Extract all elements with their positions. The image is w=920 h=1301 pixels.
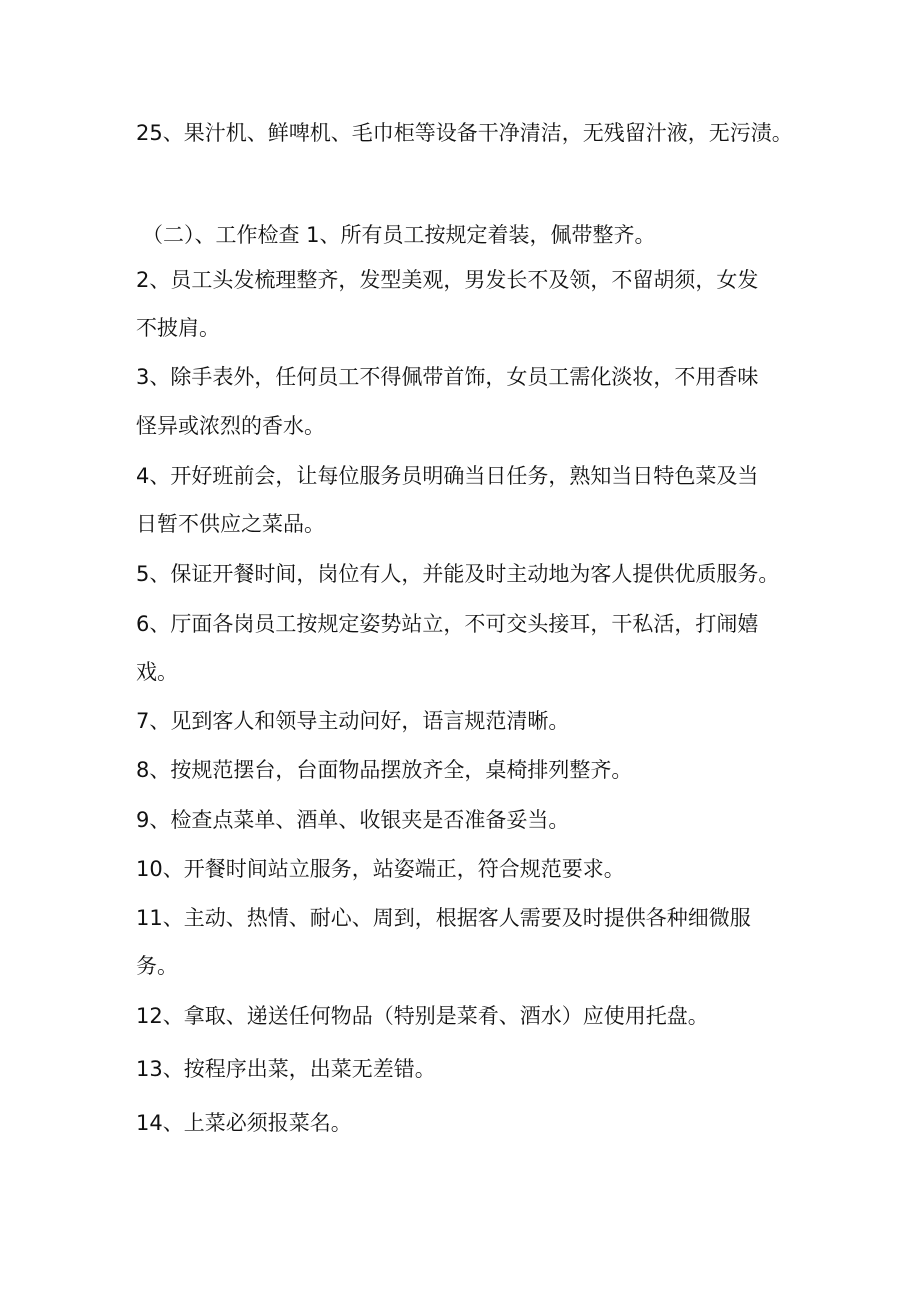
text-line-item-3-cont: 怪异或浓烈的香水。: [136, 414, 325, 438]
text-line-item-4-cont: 日暂不供应之菜品。: [136, 512, 325, 536]
text-line-item-10: 10、开餐时间站立服务，站姿端正，符合规范要求。: [136, 857, 625, 881]
text-line-item-8: 8、按规范摆台，台面物品摆放齐全，桌椅排列整齐。: [136, 758, 633, 782]
text-line-item-2: 2、员工头发梳理整齐，发型美观，男发长不及领，不留胡须，女发: [136, 268, 759, 292]
text-line-item-5: 5、保证开餐时间，岗位有人，并能及时主动地为客人提供优质服务。: [136, 562, 780, 586]
text-line-item-6-cont: 戏。: [136, 660, 178, 684]
text-line-item-25: 25、果汁机、鲜啤机、毛巾柜等设备干净清洁，无残留汁液，无污渍。: [136, 121, 793, 145]
section-heading-work-check: （二）、工作检查 1、所有员工按规定着装，佩带整齐。: [142, 223, 656, 247]
text-line-item-11-cont: 务。: [136, 954, 178, 978]
text-line-item-7: 7、见到客人和领导主动问好，语言规范清晰。: [136, 709, 570, 733]
text-line-item-11: 11、主动、热情、耐心、周到，根据客人需要及时提供各种细微服: [136, 906, 751, 930]
text-line-item-13: 13、按程序出菜，出菜无差错。: [136, 1057, 436, 1081]
text-line-item-9: 9、检查点菜单、酒单、收银夹是否准备妥当。: [136, 808, 570, 832]
text-line-item-2-cont: 不披肩。: [136, 316, 220, 340]
text-line-item-12: 12、拿取、递送任何物品（特别是菜肴、酒水）应使用托盘。: [136, 1004, 709, 1028]
text-line-item-14: 14、上菜必须报菜名。: [136, 1111, 352, 1135]
text-line-item-6: 6、厅面各岗员工按规定姿势站立，不可交头接耳，干私活，打闹嬉: [136, 612, 759, 636]
text-line-item-3: 3、除手表外，任何员工不得佩带首饰，女员工需化淡妆，不用香味: [136, 365, 759, 389]
text-line-item-4: 4、开好班前会，让每位服务员明确当日任务，熟知当日特色菜及当: [136, 464, 759, 488]
